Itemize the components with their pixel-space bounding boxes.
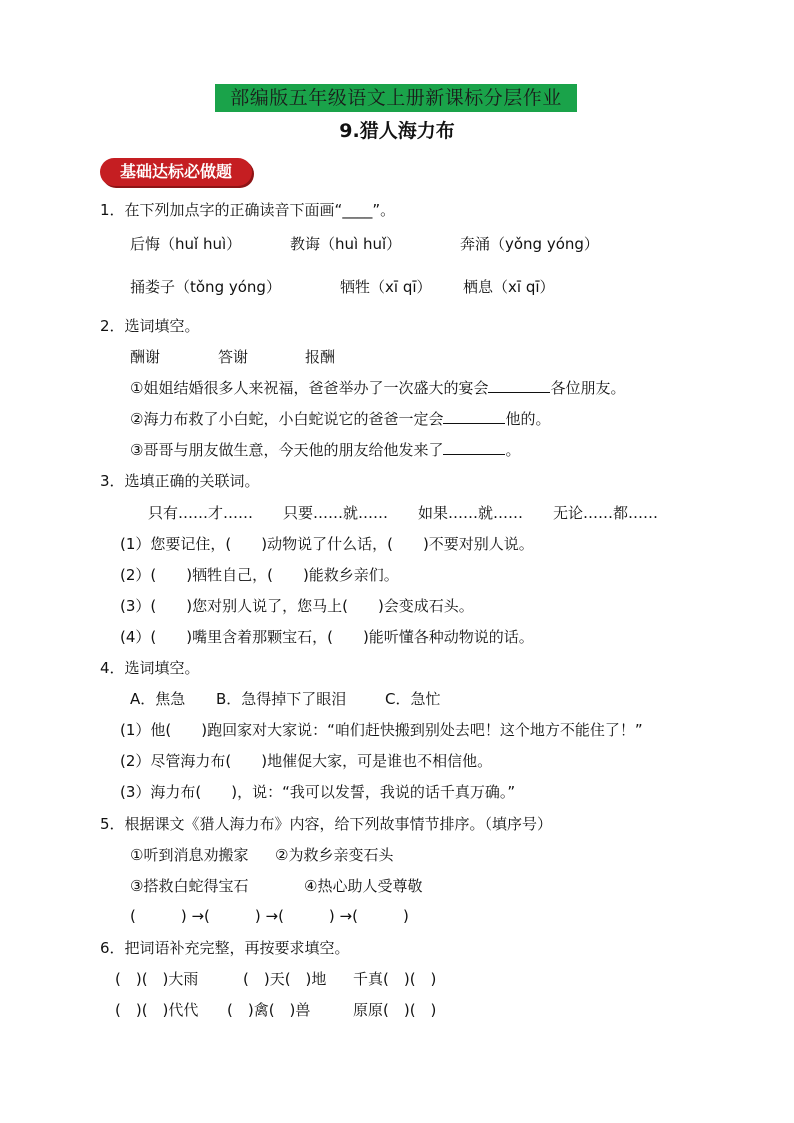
q6-stem: 6．把词语补充完整，再按要求填空。 [100,939,350,957]
q5-event: ③搭救白蛇得宝石 [130,877,249,895]
q6-item: ( )天( )地 [243,970,327,988]
q6-item: 千真( )( ) [353,970,437,988]
q6-item: ( )( )代代 [115,1001,199,1019]
q3-option: 如果……就…… [418,504,524,522]
q3-option: 只有……才…… [148,504,254,522]
q4-stem: 4．选词填空。 [100,659,200,677]
page-title: 9.猎人海力布 [339,120,455,142]
q2-sentence: ②海力布救了小白蛇，小白蛇说它的爸爸一定会 他的。 [130,410,551,428]
q5-order-blanks[interactable]: ( ) →( ) →( ) →( ) [130,907,409,925]
answer-blank[interactable] [443,409,505,424]
q2-sentence: ③哥哥与朋友做生意，今天他的朋友给他发来了 。 [130,441,521,459]
q4-option: B．急得掉下了眼泪 [216,690,347,708]
q4-option: A．焦急 [130,690,186,708]
q5-event: ④热心助人受尊敬 [304,877,423,895]
q5-stem: 5．根据课文《猎人海力布》内容，给下列故事情节排序。（填序号） [100,815,553,833]
q1-item: 牺牲（xī qī） [340,278,432,296]
q3-item: (1）您要记住，( )动物说了什么话，( )不要对别人说。 [120,535,534,553]
q3-item: (2）( )牺牲自己，( )能救乡亲们。 [120,566,399,584]
answer-blank[interactable] [443,440,505,455]
q2-word: 报酬 [305,348,336,366]
q4-item: (2）尽管海力布( )地催促大家，可是谁也不相信他。 [120,752,493,770]
q5-event: ②为救乡亲变石头 [275,846,394,864]
q1-item: 教诲（huì huǐ） [290,235,402,253]
q3-option: 只要……就…… [283,504,389,522]
q6-item: ( )禽( )兽 [227,1001,311,1019]
q1-item: 栖息（xī qī） [463,278,555,296]
q2-sentence: ①姐姐结婚很多人来祝福，爸爸举办了一次盛大的宴会 各位朋友。 [130,379,626,397]
q4-item: (3）海力布( )，说：“我可以发誓，我说的话千真万确。” [120,783,516,801]
answer-blank[interactable] [488,378,550,393]
q1-item: 奔涌（yǒng yóng） [460,235,599,253]
q4-item: (1）他( )跑回家对大家说：“咱们赶快搬到别处去吧！这个地方不能住了！” [120,721,643,739]
q3-item: (3）( )您对别人说了，您马上( )会变成石头。 [120,597,474,615]
q3-item: (4）( )嘴里含着那颗宝石，( )能听懂各种动物说的话。 [120,628,534,646]
q6-item: 原原( )( ) [353,1001,437,1019]
q1-stem: 1．在下列加点字的正确读音下面画“____”。 [100,201,396,219]
q6-item: ( )( )大雨 [115,970,199,988]
q1-item: 后悔（huǐ huì） [130,235,242,253]
q1-item: 捅娄子（tǒng yóng） [130,278,281,296]
q3-option: 无论……都…… [553,504,659,522]
q2-word: 酬谢 [130,348,161,366]
q2-stem: 2．选词填空。 [100,317,200,335]
q4-option: C．急忙 [385,690,441,708]
series-banner: 部编版五年级语文上册新课标分层作业 [215,84,577,112]
section-badge: 基础达标必做题 [100,158,252,186]
q3-stem: 3．选填正确的关联词。 [100,472,260,490]
q2-word: 答谢 [218,348,249,366]
q5-event: ①听到消息劝搬家 [130,846,249,864]
